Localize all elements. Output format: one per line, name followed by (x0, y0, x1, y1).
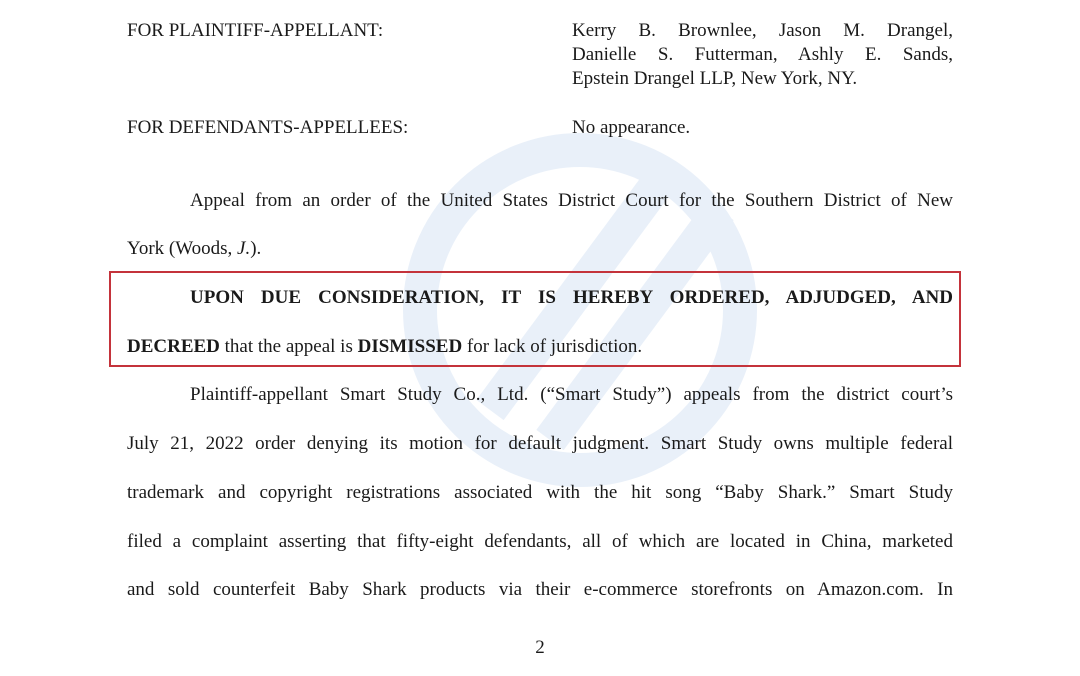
counsel-name-line: Epstein Drangel LLP, New York, NY. (572, 68, 858, 89)
dismissed-text: DISMISSED (357, 336, 463, 357)
plaintiff-counsel-label: FOR PLAINTIFF-APPELLANT: (127, 20, 384, 41)
order-line-2: DECREED that the appeal is DISMISSED for lack of jurisdiction. (127, 336, 643, 357)
body-line: Plaintiff-appellant Smart Study Co., Ltd. (“Smart Study”) appeals from the district court’s (190, 384, 953, 405)
appeal-line-2: York (Woods, J.). (127, 238, 262, 259)
body-line: filed a complaint asserting that fifty-eight defendants, all of which are located in China, marketed (127, 531, 953, 552)
page-number: 2 (535, 637, 545, 658)
body-line: and sold counterfeit Baby Shark products via their e-commerce storefronts on Amazon.com. In (127, 579, 953, 600)
body-line: trademark and copyright registrations associated with the hit song “Baby Shark.” Smart Study (127, 482, 953, 503)
judge-abbrev: J. (237, 238, 251, 259)
order-line-1: UPON DUE CONSIDERATION, IT IS HEREBY ORDERED, ADJUDGED, AND (190, 287, 953, 308)
defendants-counsel-label: FOR DEFENDANTS-APPELLEES: (127, 117, 409, 138)
appeal-line-1: Appeal from an order of the United States District Court for the Southern District of New (190, 190, 953, 211)
counsel-name-line: Danielle S. Futterman, Ashly E. Sands, (572, 44, 953, 65)
body-line: July 21, 2022 order denying its motion for default judgment. Smart Study owns multiple federal (127, 433, 953, 454)
decreed-text: DECREED (127, 336, 220, 357)
counsel-name-line: Kerry B. Brownlee, Jason M. Drangel, (572, 20, 953, 41)
plaintiff-counsel-names (572, 20, 953, 92)
defendants-counsel-value: No appearance. (572, 117, 691, 138)
